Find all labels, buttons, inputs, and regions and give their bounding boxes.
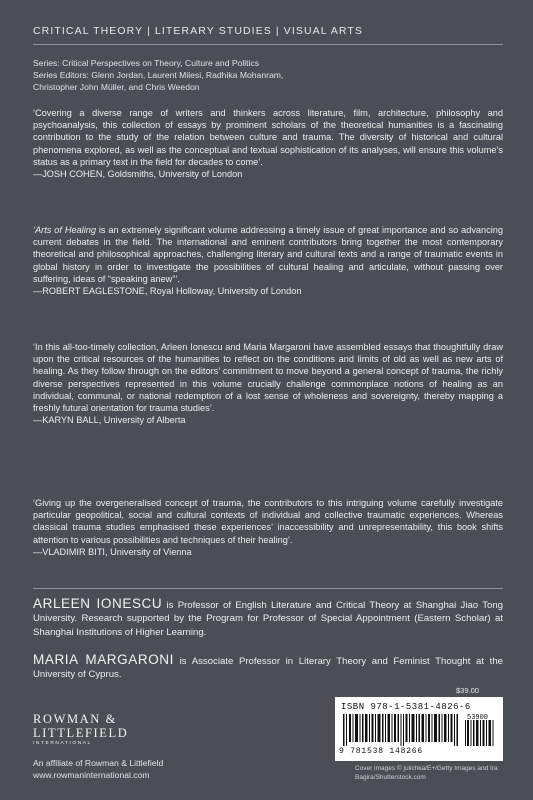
isbn-label: ISBN 978-1-5381-4826-6 xyxy=(341,702,471,712)
endorsement-text: ‘In this all-too-timely collection, Arleen Ionescu and Maria Margaroni have assembled essays that thoughtfully draw upon the critical resources of the humanities to reflect on the conditions and limits of old as well as new arts of healing. As they follow through on the editors’ commitment to move beyond a general concept of trauma, the richly diverse perspectives represented in this volume crucially challenge commonplace notions of healing as an individual, communal, or national redemption of a lost sense of wholeness and sovereignty, thereby mapping a freshly futural orientation for trauma studies’. xyxy=(33,342,503,414)
publisher-info xyxy=(33,757,163,781)
series-info xyxy=(33,57,363,94)
endorsement-attribution xyxy=(33,285,503,297)
editor-name: ARLEEN IONESCU xyxy=(33,596,163,611)
endorsement-text xyxy=(33,224,503,285)
editor-bio-1 xyxy=(33,597,503,639)
endorsement-attribution xyxy=(33,168,503,180)
affiliate-text: An affiliate of Rowman & Littlefield xyxy=(33,758,164,768)
endorsement-text: ‘Covering a diverse range of writers and thinkers across literature, film, architecture, philosophy and psychoanalysis, this collection of essays by prominent scholars of the theoretical humanities is a fascinating contribution to the study of the relation between culture and trauma. The diversity of historical and cultural phenomena explored, as well as the conceptual and textual sophistication of its analyses, will ensure this volume’s status as a primary text in the field for decades to come’. xyxy=(33,108,503,167)
publisher-logo xyxy=(33,712,153,746)
series-title: Series: Critical Perspectives on Theory, Culture and Politics xyxy=(33,58,260,68)
endorser-affiliation: , University of Vienna xyxy=(104,546,192,557)
endorser-name: —JOSH COHEN xyxy=(33,169,103,180)
logo-line-2: LITTLEFIELD xyxy=(33,726,129,740)
endorser-name: —KARYN BALL xyxy=(33,415,99,426)
endorser-name: —ROBERT EAGLESTONE xyxy=(33,286,145,297)
editor-bio-2 xyxy=(33,653,503,682)
endorsement-text: ‘Giving up the overgeneralised concept of trauma, the contributors to this intriguing volume carefully investigate particular geopolitical, social and cultural contexts of individual and collective traumatic experiences. Whereas classical trauma studies emphasised these experiences’ inaccessibility and unrepresentability, this book shifts attention to various possibilities and techniques of their healing’. xyxy=(33,498,503,545)
endorser-affiliation: , Goldsmiths, University of London xyxy=(102,169,243,180)
top-divider xyxy=(33,44,503,45)
endorser-affiliation: , University of Alberta xyxy=(98,415,186,426)
series-editors-line1: Series Editors: Glenn Jordan, Laurent Milesi, Radhika Mohanram, xyxy=(33,70,284,81)
logo-line-3: INTERNATIONAL xyxy=(33,741,92,746)
barcode-addon: 53900 xyxy=(467,714,489,722)
series-editors-line2: Christopher John Müller, and Chris Weedon xyxy=(33,82,200,93)
endorsement-2 xyxy=(33,224,503,297)
logo-line-1: ROWMAN & xyxy=(33,712,117,726)
endorsement-3 xyxy=(33,341,503,426)
category-line: CRITICAL THEORY | LITERARY STUDIES | VISUAL ARTS xyxy=(33,25,363,37)
bio-divider xyxy=(33,588,503,589)
endorser-name: —VLADIMIR BITI xyxy=(33,546,105,557)
isbn-barcode xyxy=(335,697,503,761)
endorser-affiliation: , Royal Holloway, University of London xyxy=(144,286,302,297)
header xyxy=(33,24,503,38)
endorsement-1 xyxy=(33,107,503,180)
endorsement-attribution xyxy=(33,546,503,558)
price: $39.00 xyxy=(456,686,479,695)
book-title: ‘Arts of Healing xyxy=(33,225,96,235)
editor-name: MARIA MARGARONI xyxy=(33,652,175,667)
endorsement-4 xyxy=(33,497,503,558)
cover-credit: Cover images © julichka/E+/Getty Images and Ira Bagira/Shutterstock.com xyxy=(355,765,498,781)
barcode-number: 9 781538 148266 xyxy=(339,747,424,756)
editor-bio-text: is Professor of English Literature and Critical Theory at Shanghai Jiao Tong University. Research supported by the Program for Professor of Special Appointment (Eastern Scholar) at Shanghai Institutions of Higher Learning. xyxy=(33,600,503,638)
endorsement-attribution xyxy=(33,414,503,426)
publisher-url[interactable]: www.rowmaninternational.com xyxy=(33,770,150,780)
endorsement-body: is an extremely significant volume addressing a timely issue of great importance and so advancing current debates in the field. The international and eminent contributors bring together the most contemporary theoretical and philosophical approaches, challenging literary and cultural texts and a range of traumatic events in global history in order to investigate the possibilities of cultural healing and articulate, without passing over suffering, ideas of “speaking anew”’. xyxy=(33,225,503,284)
editor-bio-text: is Associate Professor in Literary Theory and Feminist Thought at the University of Cyprus. xyxy=(33,656,504,681)
